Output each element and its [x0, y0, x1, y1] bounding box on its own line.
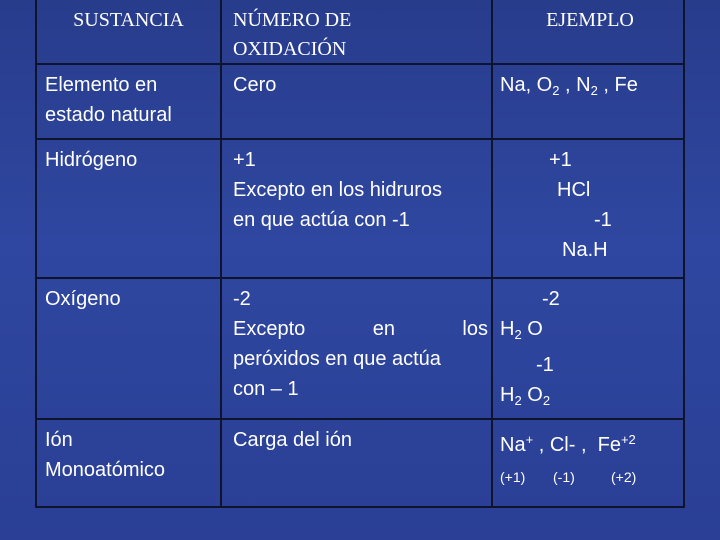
- oxidation-line: Carga del ión: [233, 429, 352, 451]
- oxidation-line: en que actúa con -1: [233, 209, 410, 231]
- substance-line: Ión: [45, 429, 73, 451]
- substance-line: estado natural: [45, 104, 172, 126]
- column-divider: [220, 0, 222, 506]
- subscript: 2: [514, 393, 522, 408]
- row3-example: [500, 284, 685, 416]
- subscript: 2: [590, 83, 598, 98]
- substance-line: Hidrógeno: [45, 149, 138, 171]
- row1-substance: [45, 70, 215, 130]
- charge-row: [500, 462, 685, 484]
- example-line: Na.H: [562, 239, 608, 261]
- charge-label: (+1): [500, 469, 526, 485]
- substance-line: Monoatómico: [45, 459, 166, 481]
- oxidation-word: en: [372, 318, 395, 340]
- superscript: +: [525, 432, 534, 447]
- example-text: Na, O: [500, 74, 553, 96]
- example-text: , Fe: [597, 74, 638, 96]
- example-text: H: [500, 318, 515, 340]
- row1-example: [500, 70, 685, 106]
- example-text: Na: [500, 434, 526, 456]
- oxidation-word: los: [462, 318, 488, 340]
- row4-example: [500, 425, 685, 484]
- row-divider: [37, 138, 683, 140]
- charge-label: (+2): [611, 469, 637, 485]
- row3-oxidation: [233, 284, 488, 404]
- superscript: +2: [620, 432, 636, 447]
- substance-line: Oxígeno: [45, 288, 121, 310]
- header-oxidation-line: NÚMERO DE: [233, 9, 352, 31]
- example-text: , N: [559, 74, 591, 96]
- example-line: HCl: [557, 179, 591, 201]
- oxidation-line: -2: [233, 288, 251, 310]
- oxidation-line: [233, 314, 488, 344]
- example-text: , Cl- , Fe: [533, 434, 621, 456]
- oxidation-line: Excepto en los hidruros: [233, 179, 443, 201]
- oxidation-line: Cero: [233, 74, 277, 96]
- header-example-label: EJEMPLO: [546, 9, 634, 31]
- oxidation-line: +1: [233, 149, 256, 171]
- oxidation-table: [35, 0, 685, 508]
- header-oxidation: [233, 6, 488, 64]
- oxidation-line: con – 1: [233, 378, 299, 400]
- example-line: [500, 425, 685, 460]
- row3-substance: [45, 284, 215, 314]
- example-line: -1: [536, 354, 554, 376]
- substance-line: Elemento en: [45, 74, 158, 96]
- header-example: [493, 6, 687, 35]
- subscript: 2: [514, 327, 522, 342]
- row1-oxidation: [233, 70, 483, 100]
- example-text: H: [500, 384, 515, 406]
- example-line: [500, 314, 685, 350]
- example-text: O: [521, 318, 543, 340]
- header-substance: [37, 6, 220, 35]
- oxidation-line: peróxidos en que actúa: [233, 348, 441, 370]
- row4-oxidation: [233, 425, 483, 455]
- example-line: +1: [549, 149, 572, 171]
- subscript: 2: [542, 393, 551, 408]
- row2-example: [493, 145, 687, 265]
- header-oxidation-line: OXIDACIÓN: [233, 38, 347, 60]
- row4-substance: [45, 425, 215, 485]
- row-divider: [37, 277, 683, 279]
- row-divider: [37, 418, 683, 420]
- oxidation-word: Excepto: [233, 318, 306, 340]
- row2-substance: [45, 145, 215, 175]
- example-line: -2: [542, 288, 560, 310]
- example-line: -1: [594, 209, 612, 231]
- row2-oxidation: [233, 145, 488, 235]
- example-text: O: [521, 384, 543, 406]
- subscript: 2: [552, 83, 560, 98]
- example-line: [500, 380, 685, 416]
- charge-label: (-1): [553, 469, 575, 485]
- header-substance-label: SUSTANCIA: [73, 9, 184, 31]
